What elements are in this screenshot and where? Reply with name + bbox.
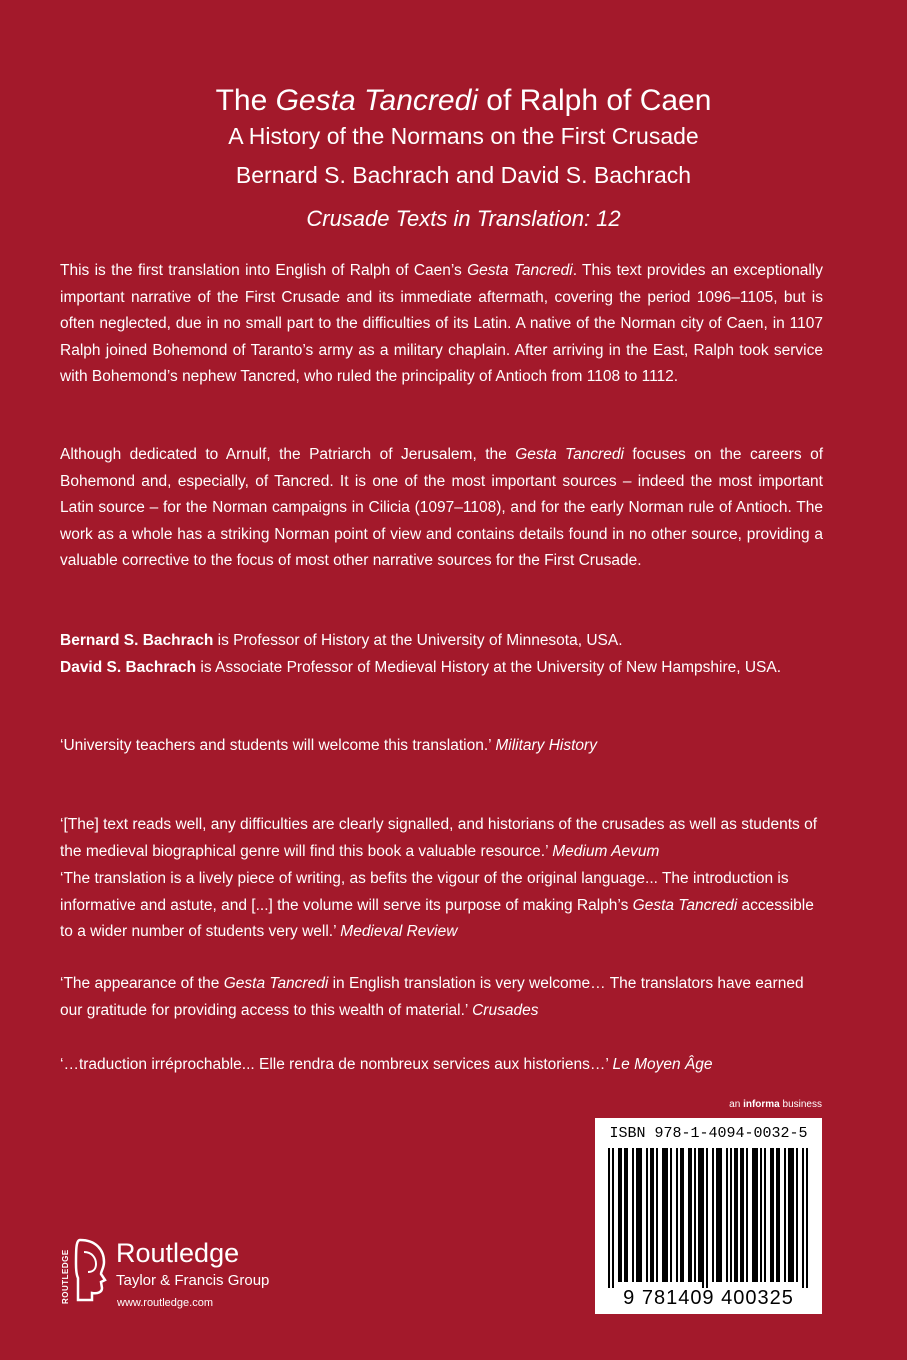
barcode-bar <box>650 1148 652 1282</box>
barcode-bar <box>680 1148 682 1282</box>
barcode-bar <box>726 1148 728 1282</box>
barcode-bar <box>740 1148 742 1282</box>
barcode-bar <box>638 1148 640 1282</box>
barcode-bar <box>734 1148 736 1282</box>
barcode-bars <box>607 1148 810 1288</box>
barcode-bar <box>652 1148 654 1282</box>
publisher-url: www.routledge.com <box>117 1297 213 1309</box>
barcode-bar <box>764 1148 766 1282</box>
review-quote-4 <box>60 971 823 1024</box>
barcode-bar <box>718 1148 720 1282</box>
bio-text: is Associate Professor of Medieval History at the University of New Hampshire, USA. <box>196 658 782 676</box>
barcode-bar <box>698 1148 700 1282</box>
barcode-bar <box>776 1148 778 1282</box>
quote-text: accessible to a wider number of students very well.’ <box>60 896 814 940</box>
desc1-text-b: . This text provides an exceptionally important narrative of the First Crusade and its immediate aftermath, covering the period 1096–1105, but is often neglected, due in no small part to the difficulties of its Latin. A native of the Norman city of Caen, in 1107 Ralph joined Bohemond of Taranto’s army as a military chaplain. After arriving in the East, Ralph took service with Bohemond’s nephew Tancred, who ruled the principality of Antioch from 1108 to 1112. <box>60 262 823 385</box>
barcode-bar <box>736 1148 738 1282</box>
description-paragraph-2 <box>60 442 823 575</box>
bio-text: is Professor of History at the University of Minnesota, USA. <box>213 632 623 649</box>
quote-text: ‘The translation is a lively piece of writing, as befits the vigour of the original language... The introduction is informative and astute, and [...] the volume will serve its purpose of making Ralph’s <box>60 870 789 914</box>
barcode-bar <box>746 1148 748 1282</box>
barcode-bar <box>756 1148 758 1282</box>
barcode-bar <box>716 1148 718 1282</box>
barcode-bar <box>608 1148 610 1288</box>
publisher-name: Routledge <box>116 1238 240 1268</box>
barcode-bar <box>760 1148 762 1282</box>
barcode-bar <box>784 1148 786 1282</box>
barcode-bar <box>626 1148 628 1282</box>
barcode-bar <box>690 1148 692 1282</box>
quote-source: Medieval Review <box>340 923 458 940</box>
desc2-italic-title: Gesta Tancredi <box>515 446 624 463</box>
review-quote-2 <box>60 812 823 865</box>
informa-post: business <box>779 1099 822 1110</box>
quote-text: in English translation is very welcome… The translators have earned our gratitude for providing access to this wealth of material.’ <box>60 975 804 1019</box>
barcode-bar <box>790 1148 792 1282</box>
barcode-bar <box>700 1148 702 1282</box>
barcode-bar <box>792 1148 794 1282</box>
quote-source: Military History <box>495 737 597 754</box>
barcode-bar <box>788 1148 790 1282</box>
quote-source: Le Moyen Âge <box>612 1056 713 1073</box>
publisher-group: Taylor & Francis Group <box>116 1272 270 1289</box>
barcode-bar <box>754 1148 756 1282</box>
bio-name: Bernard S. Bachrach <box>60 632 214 649</box>
bio-bernard <box>60 628 823 655</box>
barcode-bar <box>666 1148 668 1282</box>
barcode-bar <box>612 1148 614 1288</box>
informa-brand: informa <box>743 1099 780 1110</box>
series-name: Crusade Texts in Translation: 12 <box>306 206 621 231</box>
bio-name: David S. Bachrach <box>60 658 197 676</box>
book-subtitle: A History of the Normans on the First Crusade <box>228 123 699 149</box>
publisher-logo <box>60 1234 320 1324</box>
desc2-text-b: focuses on the careers of Bohemond and, especially, of Tancred. It is one of the most important sources – indeed the most important Latin source – for the Norman campaigns in Cilicia (1097–1108), and for the early Norman rule of Antioch. The work as a whole has a striking Norman point of view and contains details found in no other source, providing a valuable corrective to the focus of most other narrative sources for the First Crusade. <box>60 446 824 569</box>
barcode-bar <box>656 1148 658 1282</box>
barcode-bar <box>770 1148 772 1282</box>
barcode-bar <box>730 1148 732 1282</box>
barcode-bar <box>664 1148 666 1282</box>
barcode-bar <box>702 1148 704 1288</box>
review-quote-1 <box>60 733 823 760</box>
book-authors: Bernard S. Bachrach and David S. Bachrach <box>235 162 692 188</box>
barcode-bar <box>688 1148 690 1282</box>
barcode-bar <box>742 1148 744 1282</box>
barcode-bar <box>796 1148 798 1282</box>
bio-david <box>60 655 823 682</box>
barcode-bar <box>712 1148 714 1282</box>
barcode-bar <box>694 1148 696 1282</box>
barcode-bar <box>624 1148 626 1282</box>
barcode-bar <box>636 1148 638 1282</box>
barcode-bar <box>618 1148 620 1282</box>
author-bios <box>60 628 823 681</box>
informa-pre: an <box>729 1099 744 1110</box>
book-title-italic: Gesta Tancredi <box>275 84 478 117</box>
book-title <box>0 83 907 119</box>
quote-text: ‘…traduction irréprochable... Elle rendra de nombreux services aux historiens…’ <box>60 1056 613 1073</box>
quote-source: Crusades <box>472 1001 539 1019</box>
barcode-bar <box>772 1148 774 1282</box>
quote-text: ‘The appearance of the <box>60 975 224 992</box>
publisher-vertical-wordmark: ROUTLEDGE <box>61 1249 70 1304</box>
quote-source: Medium Aevum <box>552 842 660 860</box>
quote-text: ‘University teachers and students will welcome this translation.’ <box>60 737 496 754</box>
barcode-bar <box>806 1148 808 1288</box>
barcode-bar <box>802 1148 804 1288</box>
isbn-label: ISBN 978-1-4094-0032-5 <box>609 1125 808 1142</box>
barcode-bar <box>670 1148 672 1282</box>
barcode-bar <box>752 1148 754 1282</box>
desc1-text-a: This is the first translation into English of Ralph of Caen’s <box>60 262 468 279</box>
barcode-bar <box>778 1148 780 1282</box>
quote-italic-title: Gesta Tancredi <box>632 896 738 914</box>
barcode-bar <box>720 1148 722 1282</box>
desc1-italic-title: Gesta Tancredi <box>467 262 573 279</box>
description-paragraph-1 <box>60 258 823 391</box>
quote-italic-title: Gesta Tancredi <box>223 975 329 992</box>
quote-text: ‘[The] text reads well, any difficulties are clearly signalled, and historians of the crusades as well as students of the medieval biographical genre will find this book a valuable resource.’ <box>60 816 818 860</box>
book-title-prefix: The <box>215 84 276 117</box>
barcode-bar <box>706 1148 708 1288</box>
review-quote-3 <box>60 866 823 946</box>
barcode-bar <box>620 1148 622 1282</box>
informa-business-tag <box>700 1098 822 1112</box>
isbn-barcode <box>595 1118 822 1314</box>
isbn-digits: 9 781409 400325 <box>623 1287 794 1309</box>
routledge-head-icon <box>74 1238 108 1302</box>
barcode-bar <box>676 1148 678 1282</box>
barcode-bar <box>640 1148 642 1282</box>
barcode-bar <box>646 1148 648 1282</box>
book-title-suffix: of Ralph of Caen <box>477 84 712 117</box>
review-quote-5 <box>60 1052 823 1079</box>
barcode-bar <box>662 1148 664 1282</box>
barcode-bar <box>632 1148 634 1282</box>
barcode-bar <box>682 1148 684 1282</box>
desc2-text-a: Although dedicated to Arnulf, the Patriarch of Jerusalem, the <box>60 446 516 463</box>
